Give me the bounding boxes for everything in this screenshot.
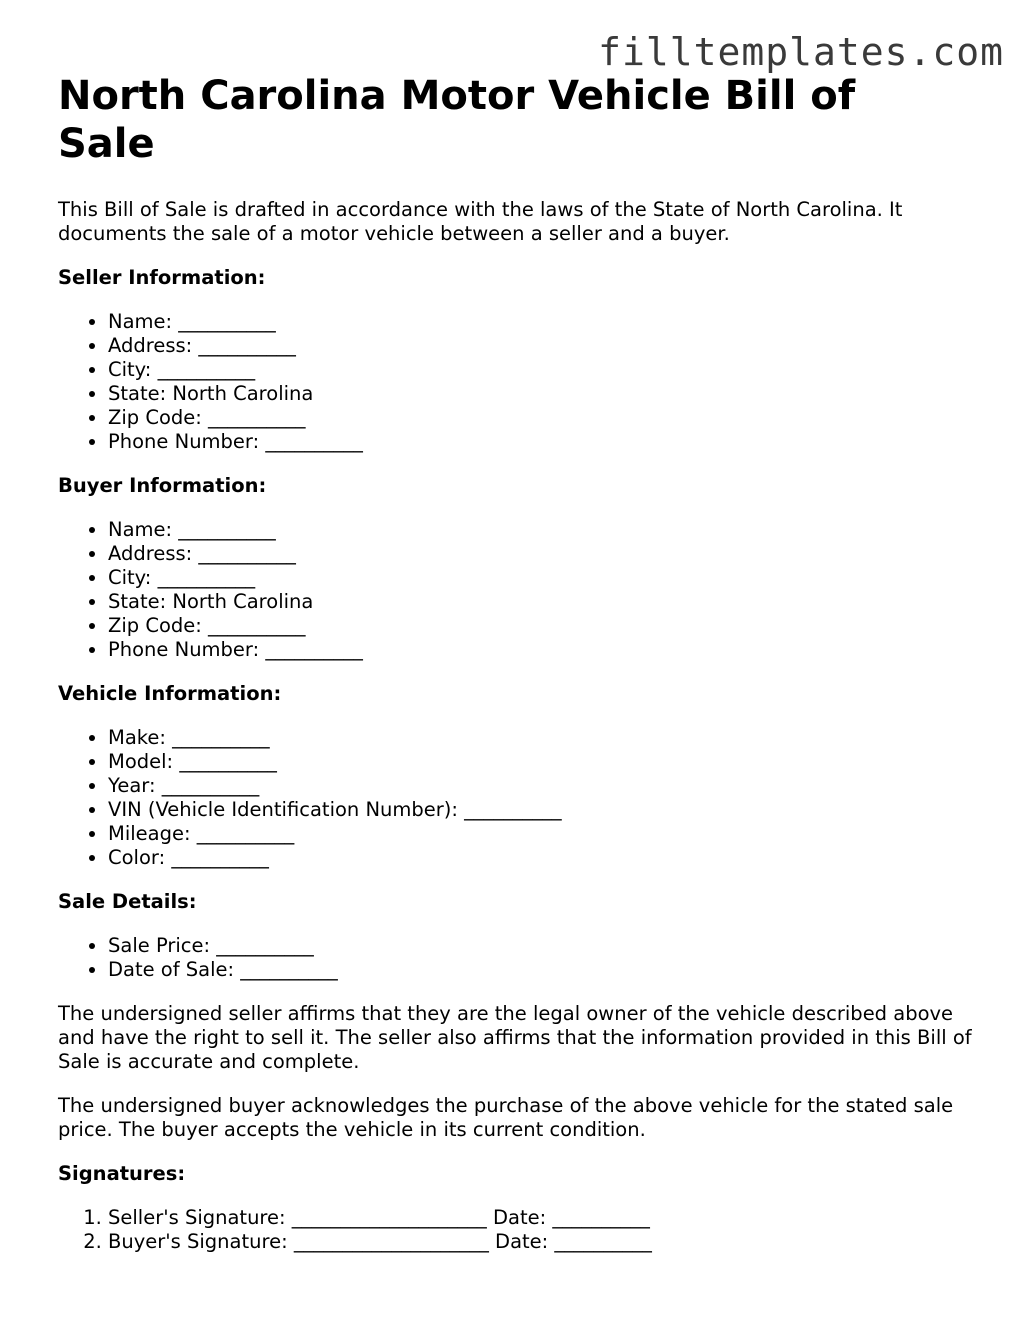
- vehicle-info-list: [58, 726, 978, 870]
- buyer-section-heading: Buyer Information:: [58, 474, 267, 497]
- seller-info-list: [58, 310, 978, 454]
- buyer-zip-field: • Zip Code: __________: [108, 614, 978, 638]
- document-page: [58, 72, 978, 1254]
- buyer-name-field: • Name: __________: [108, 518, 978, 542]
- watermark-logo: filltemplates.com: [598, 30, 1004, 74]
- buyer-phone-field: • Phone Number: __________: [108, 638, 978, 662]
- sale-section-heading: Sale Details:: [58, 890, 197, 913]
- buyer-info-list: [58, 518, 978, 662]
- buyer-address-field: • Address: __________: [108, 542, 978, 566]
- seller-signature-line: 1. Seller's Signature: ____________________ Date: __________: [108, 1206, 978, 1230]
- sale-details-list: [58, 934, 978, 982]
- document-title: North Carolina Motor Vehicle Bill of Sale: [58, 73, 856, 167]
- vehicle-vin-field: • VIN (Vehicle Identification Number): __________: [108, 798, 978, 822]
- intro-paragraph: This Bill of Sale is drafted in accordance with the laws of the State of North Carolina. It documents the sale of a motor vehicle between a seller and a buyer.: [58, 198, 903, 245]
- seller-section-heading: Seller Information:: [58, 266, 266, 289]
- vehicle-make-field: • Make: __________: [108, 726, 978, 750]
- buyer-city-field: • City: __________: [108, 566, 978, 590]
- vehicle-year-field: • Year: __________: [108, 774, 978, 798]
- seller-zip-field: • Zip Code: __________: [108, 406, 978, 430]
- vehicle-model-field: • Model: __________: [108, 750, 978, 774]
- vehicle-mileage-field: • Mileage: __________: [108, 822, 978, 846]
- seller-state-field: • State: North Carolina: [108, 382, 978, 406]
- seller-address-field: • Address: __________: [108, 334, 978, 358]
- vehicle-section-heading: Vehicle Information:: [58, 682, 282, 705]
- buyer-state-field: • State: North Carolina: [108, 590, 978, 614]
- signatures-section-heading: Signatures:: [58, 1162, 186, 1185]
- sale-date-field: • Date of Sale: __________: [108, 958, 978, 982]
- buyer-signature-line: 2. Buyer's Signature: ____________________ Date: __________: [108, 1230, 978, 1254]
- signatures-list: [58, 1206, 978, 1254]
- buyer-acknowledgment-paragraph: The undersigned buyer acknowledges the purchase of the above vehicle for the stated sale price. The buyer accepts the vehicle in its current condition.: [58, 1094, 954, 1141]
- seller-affirmation-paragraph: The undersigned seller affirms that they are the legal owner of the vehicle described above and have the right to sell it. The seller also affirms that the information provided in this Bill of Sale is accurate and complete.: [58, 1002, 972, 1073]
- seller-name-field: • Name: __________: [108, 310, 978, 334]
- seller-city-field: • City: __________: [108, 358, 978, 382]
- sale-price-field: • Sale Price: __________: [108, 934, 978, 958]
- seller-phone-field: • Phone Number: __________: [108, 430, 978, 454]
- vehicle-color-field: • Color: __________: [108, 846, 978, 870]
